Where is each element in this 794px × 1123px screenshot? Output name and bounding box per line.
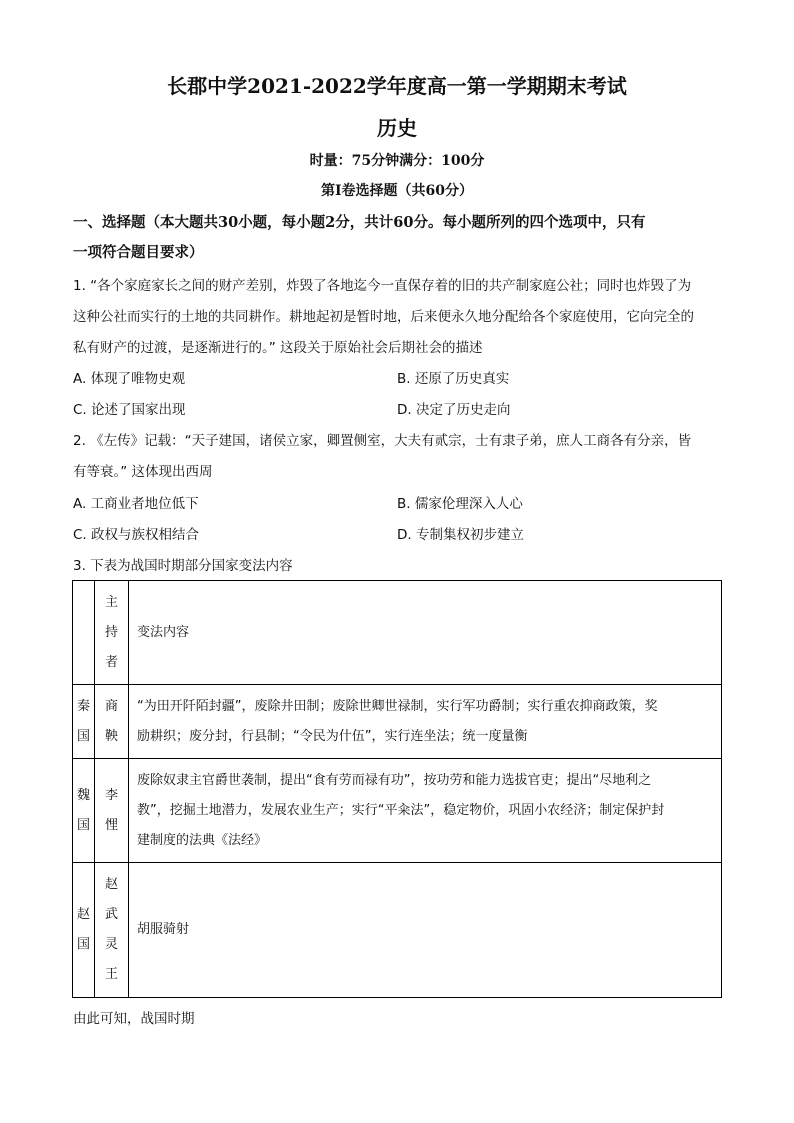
header-cell-state [73, 581, 95, 685]
subject-title: 历史 [377, 116, 417, 140]
q2-stem-line2: 有等衰。” 这体现出西周 [73, 464, 213, 480]
person-cell: 李 悝 [95, 759, 129, 863]
q2-option-b: B. 儒家伦理深入人心 [397, 496, 523, 512]
table-row [73, 863, 722, 998]
part-heading: 第Ⅰ卷选择题（共60分） [320, 183, 474, 199]
state-cell: 魏 国 [73, 759, 95, 863]
q1-option-c: C. 论述了国家出现 [73, 402, 186, 418]
content-cell: “为田开阡陌封疆”，废除井田制；废除世卿世禄制，实行军功爵制；实行重农抑商政策，奖 励耕织；废分封，行县制；“令民为什伍”，实行连坐法；统一度量衡 [129, 685, 722, 759]
q1-stem-line2: 这种公社而实行的土地的共同耕作。耕地起初是暂时地，后来便永久地分配给各个家庭使用，它向完全的 [73, 309, 694, 325]
state-cell: 赵 国 [73, 863, 95, 998]
q1-stem-line1: 1. “各个家庭家长之间的财产差别，炸毁了各地迄今一直保存着的旧的共产制家庭公社；同时也炸毁了为 [73, 278, 692, 294]
q2-option-c: C. 政权与族权相结合 [73, 527, 200, 543]
exam-title: 长郡中学2021-2022学年度高一第一学期期末考试 [167, 74, 627, 98]
content-cell: 废除奴隶主官爵世袭制，提出“食有劳而禄有功”，按功劳和能力选拔官吏；提出“尽地利之 教”，挖掘土地潜力，发展农业生产；实行“平籴法”，稳定物价，巩固小农经济；制定保护封 建制度的法典《法经》 [129, 759, 722, 863]
q1-option-a: A. 体现了唯物史观 [73, 371, 186, 387]
person-cell: 赵 武 灵 王 [95, 863, 129, 998]
header-cell-content: 变法内容 [129, 581, 722, 685]
q2-stem-line1: 2. 《左传》记载：“天子建国，诸侯立家，卿置侧室，大夫有贰宗，士有隶子弟，庶人工商各有分亲，皆 [73, 433, 692, 449]
section-heading-line1: 一、选择题（本大题共30小题，每小题2分，共计60分。每小题所列的四个选项中，只有 [73, 214, 646, 231]
section-heading-line2: 一项符合题目要求） [73, 244, 204, 261]
q3-conclusion: 由此可知，战国时期 [73, 1011, 195, 1027]
q2-option-d: D. 专制集权初步建立 [397, 527, 524, 543]
table-row [73, 685, 722, 759]
header-cell-host: 主 持 者 [95, 581, 129, 685]
q3-stem: 3. 下表为战国时期部分国家变法内容 [73, 558, 293, 574]
content-cell: 胡服骑射 [129, 863, 722, 998]
q1-option-b: B. 还原了历史真实 [397, 371, 510, 387]
q2-option-a: A. 工商业者地位低下 [73, 496, 199, 512]
person-cell: 商 鞅 [95, 685, 129, 759]
q1-stem-line3: 私有财产的过渡，是逐渐进行的。” 这段关于原始社会后期社会的描述 [73, 340, 483, 356]
state-cell: 秦 国 [73, 685, 95, 759]
table-header-row [73, 581, 722, 685]
q1-option-d: D. 决定了历史走向 [397, 402, 511, 418]
time-score-info: 时量：75分钟满分：100分 [309, 153, 485, 169]
reform-table [72, 580, 722, 998]
table-row [73, 759, 722, 863]
